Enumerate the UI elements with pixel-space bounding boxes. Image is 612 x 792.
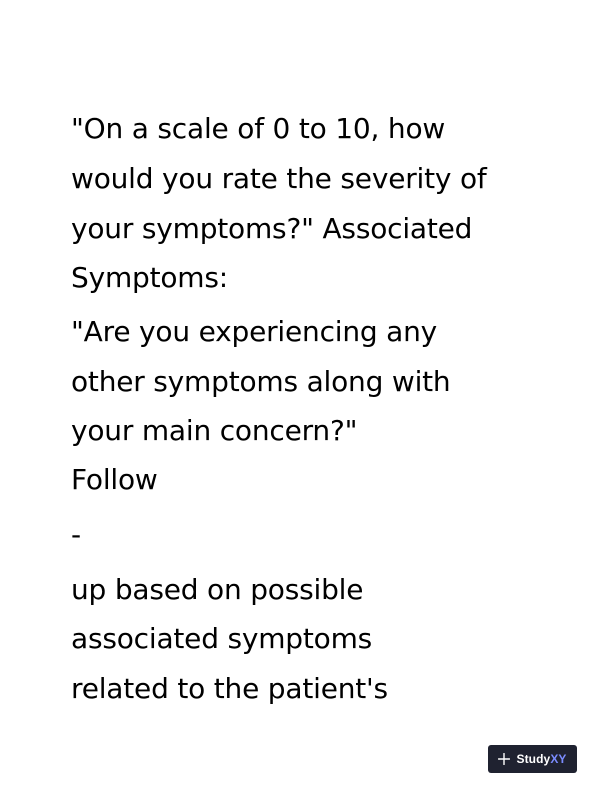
plus-sparkle-icon — [498, 753, 510, 765]
text-line-1: "On a scale of 0 to 10, how — [71, 112, 446, 145]
text-line-3: your symptoms?" Associated — [71, 212, 473, 245]
watermark-brand-accent: XY — [550, 752, 567, 766]
watermark-brand — [516, 752, 566, 766]
watermark-brand-main: Study — [516, 752, 551, 766]
text-line-9: - — [71, 518, 81, 551]
text-line-10: up based on possible — [71, 573, 364, 606]
text-line-2: would you rate the severity of — [71, 162, 487, 195]
text-line-11: associated symptoms — [71, 622, 373, 655]
text-line-5: "Are you experiencing any — [71, 315, 438, 348]
text-line-6: other symptoms along with — [71, 365, 451, 398]
text-line-8: Follow — [71, 463, 158, 496]
text-line-4: Symptoms: — [71, 261, 228, 294]
text-line-12: related to the patient's — [71, 672, 388, 705]
text-line-7: your main concern?" — [71, 414, 358, 447]
studyxy-watermark-badge — [488, 745, 577, 773]
